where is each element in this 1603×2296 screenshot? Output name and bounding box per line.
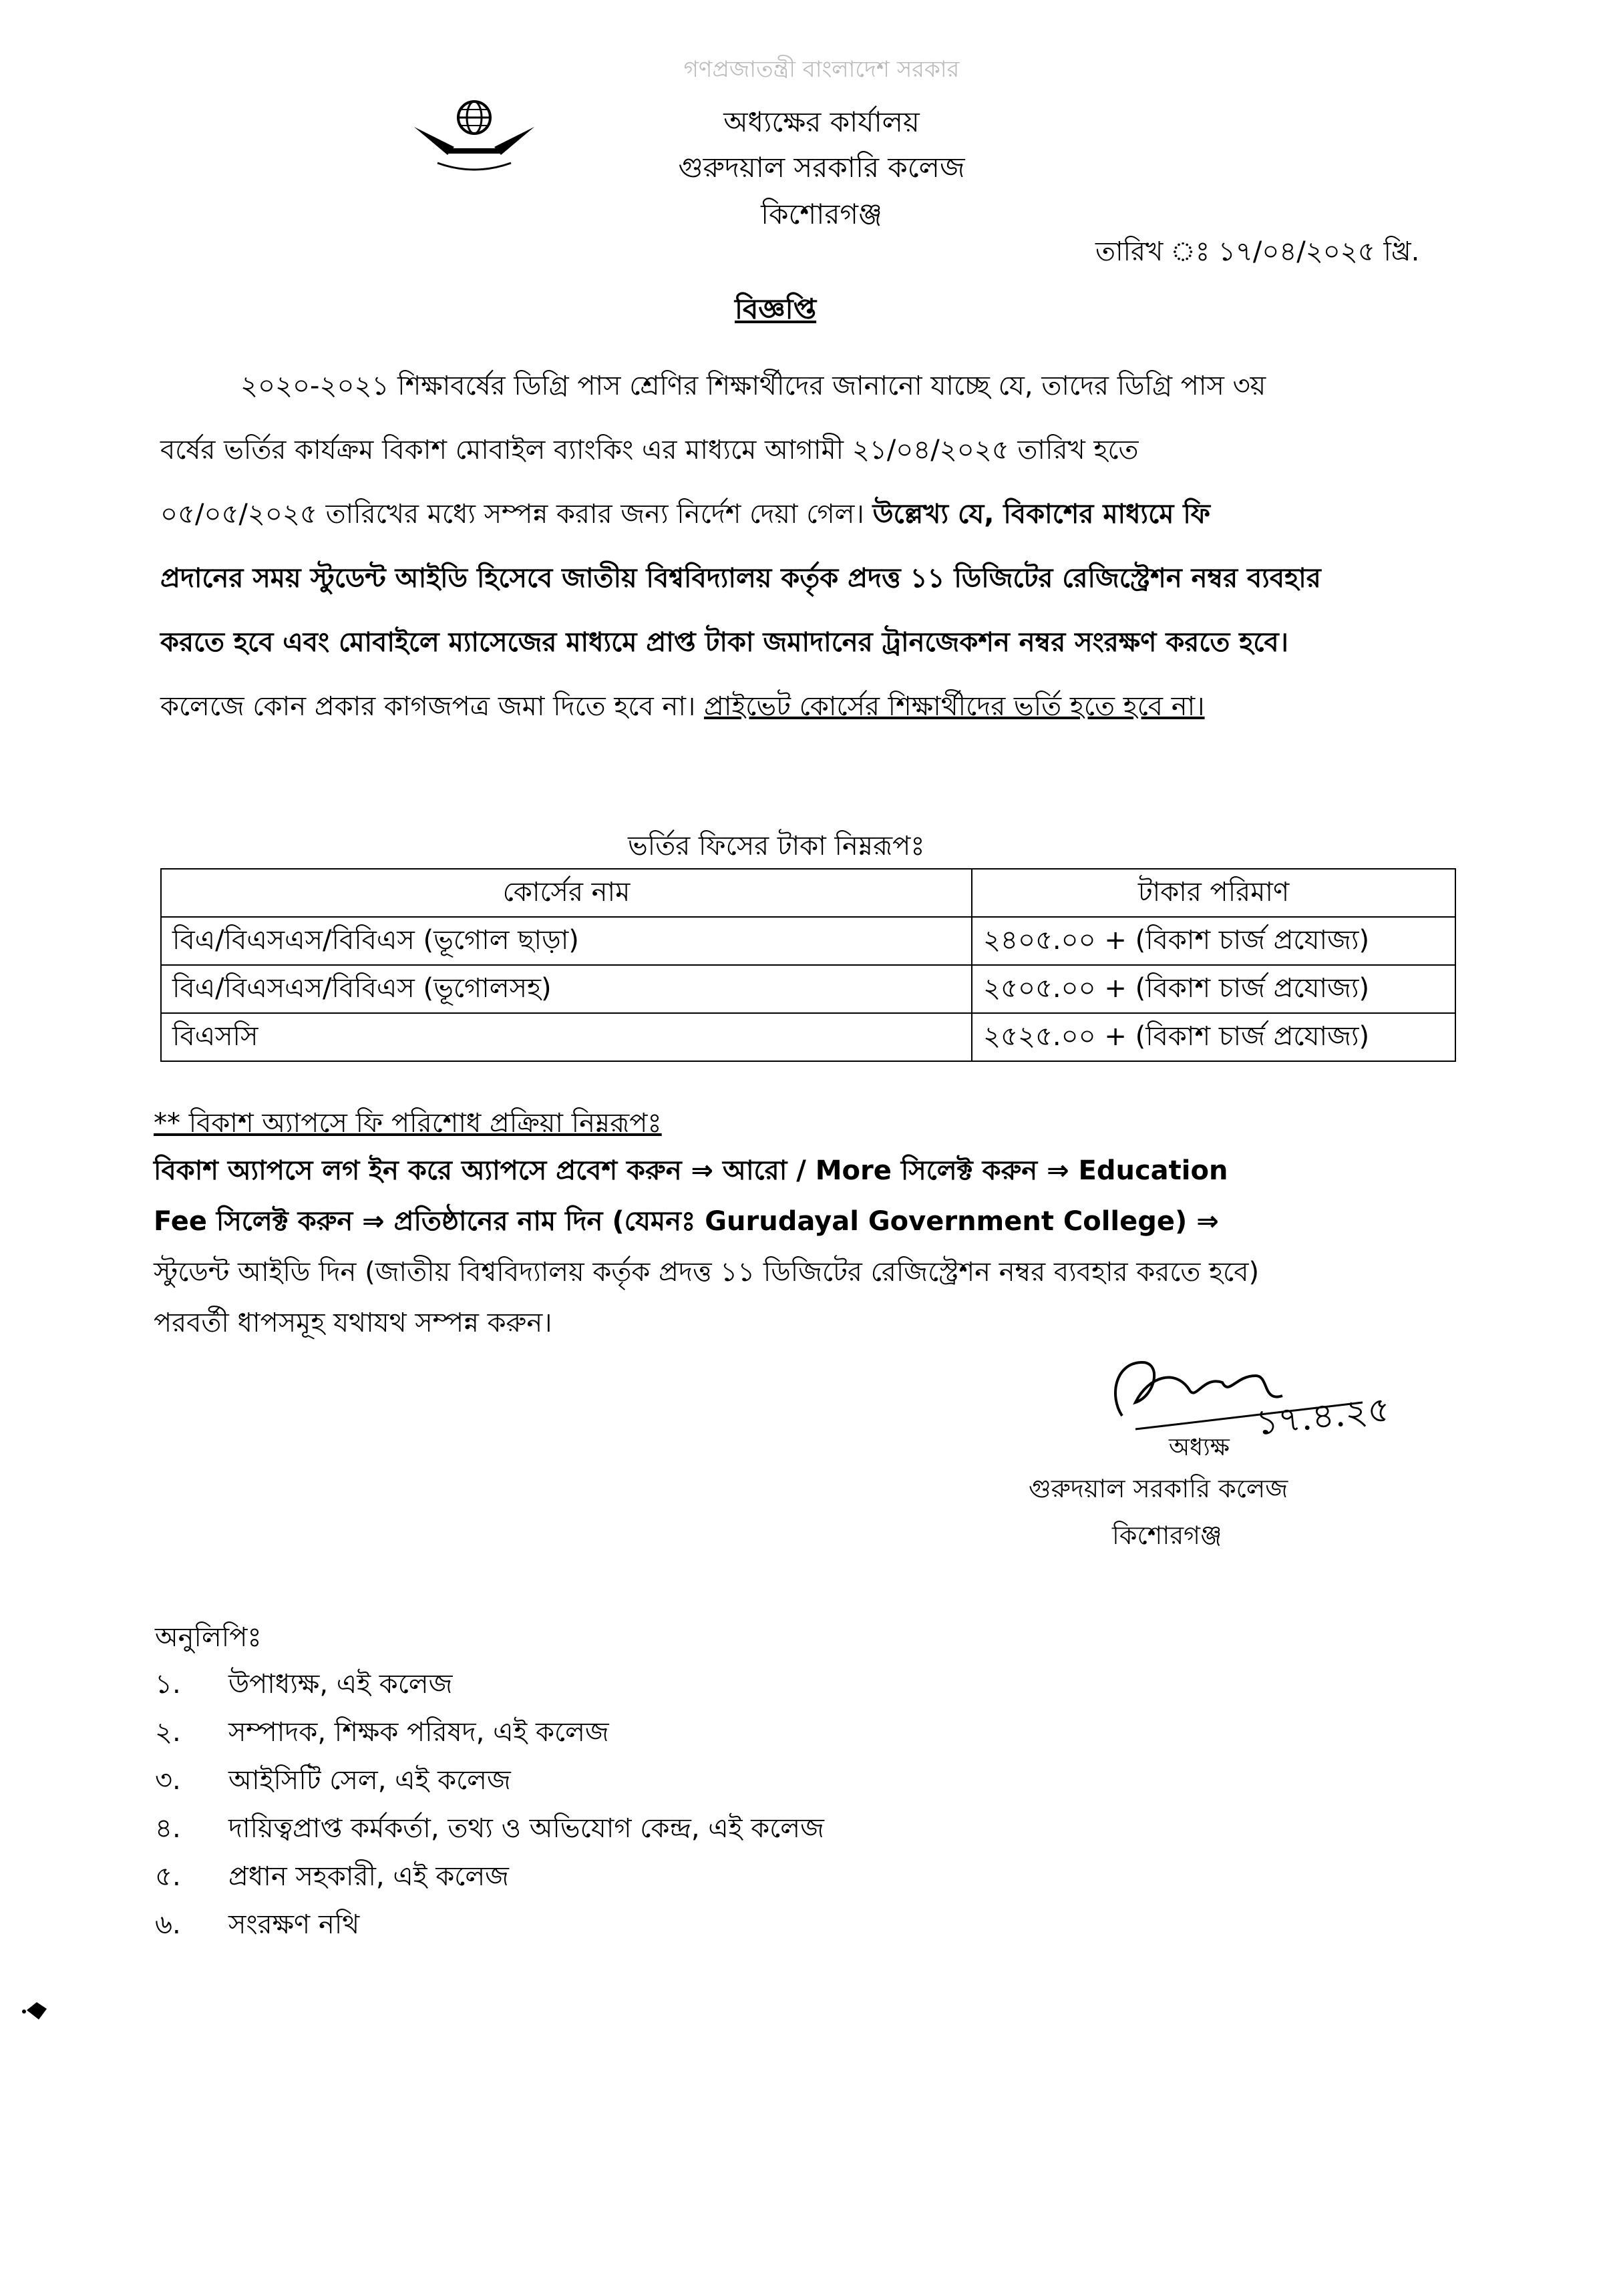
signature-college: গুরুদয়াল সরকারি কলেজ: [1029, 1474, 1288, 1503]
copies-heading: অনুলিপিঃ: [155, 1622, 262, 1653]
list-item: [155, 1807, 1224, 1855]
process-line-4: পরবর্তী ধাপসমূহ যথাযথ সম্পন্ন করুন।: [154, 1308, 552, 1338]
list-item-number: ৫.: [155, 1861, 181, 1892]
body-line-6: [160, 675, 1456, 739]
body-line-6a: কলেজে কোন প্রকার কাগজপত্র জমা দিতে হবে না।: [160, 691, 696, 722]
signature-district: কিশোরগঞ্জ: [1112, 1521, 1222, 1550]
body-line-4: প্রদানের সময় স্টুডেন্ট আইডি হিসেবে জাতীয় বিশ্ববিদ্যালয় কর্তৃক প্রদত্ত ১১ ডিজিটের রেজিস্ট্রেশন নম্বর ব্যবহার: [160, 563, 1321, 594]
list-item-text: উপাধ্যক্ষ, এই কলেজ: [228, 1669, 453, 1700]
list-item-text: সংরক্ষণ নথি: [228, 1909, 360, 1940]
process-line-2: Fee সিলেক্ট করুন ⇒ প্রতিষ্ঠানের নাম দিন (যেমনঃ Gurudayal Government College) ⇒: [154, 1206, 1219, 1237]
amount-cell: ২৫২৫.০০ + (বিকাশ চার্জ প্রযোজ্য): [972, 1013, 1455, 1061]
list-item: [155, 1711, 1224, 1759]
list-item-number: ৬.: [155, 1909, 181, 1940]
list-item-text: দায়িত্বপ্রাপ্ত কর্মকর্তা, তথ্য ও অভিযোগ কেন্দ্র, এই কলেজ: [228, 1813, 824, 1844]
list-item-number: ১.: [155, 1669, 181, 1700]
body-line-2: বর্ষের ভর্তির কার্যক্রম বিকাশ মোবাইল ব্যাংকিং এর মাধ্যমে আগামী ২১/০৪/২০২৫ তারিখ হতে: [160, 435, 1139, 465]
table-row: [161, 965, 1455, 1013]
list-item: [155, 1855, 1224, 1903]
body-line-3b: উল্লেখ্য যে, বিকাশের মাধ্যমে ফি: [872, 499, 1211, 530]
signature-title: অধ্যক্ষ: [1169, 1434, 1230, 1461]
header-course-name: কোর্সের নাম: [161, 869, 972, 917]
list-item-text: সম্পাদক, শিক্ষক পরিষদ, এই কলেজ: [228, 1717, 609, 1748]
date-line: [1095, 230, 1419, 275]
list-item-number: ৪.: [155, 1813, 181, 1844]
course-cell: বিএ/বিএসএস/বিবিএস (ভূগোল ছাড়া): [161, 917, 972, 965]
process-line-1: বিকাশ অ্যাপসে লগ ইন করে অ্যাপসে প্রবেশ করুন ⇒ আরো / More সিলেক্ট করুন ⇒ Education: [154, 1155, 1228, 1186]
course-cell: বিএসসি: [161, 1013, 972, 1061]
process-line-3: স্টুডেন্ট আইডি দিন (জাতীয় বিশ্ববিদ্যালয় কর্তৃক প্রদত্ত ১১ ডিজিটের রেজিস্ট্রেশন নম্বর ব্যবহার করতে হবে): [154, 1257, 1260, 1288]
amount-cell: ২৫০৫.০০ + (বিকাশ চার্জ প্রযোজ্য): [972, 965, 1455, 1013]
date-label: তারিখ ঃ: [1095, 236, 1210, 267]
table-row: [161, 917, 1455, 965]
list-item-number: ৩.: [155, 1765, 181, 1796]
fee-table-caption: ভর্তির ফিসের টাকা নিম্নরূপঃ: [628, 831, 925, 862]
process-steps: [154, 1145, 1463, 1348]
fee-table: [160, 868, 1456, 1062]
list-item: [155, 1759, 1224, 1807]
list-item-text: আইসিটি সেল, এই কলেজ: [228, 1765, 511, 1796]
body-line-1: ২০২০-২০২১ শিক্ষাবর্ষের ডিগ্রি পাস শ্রেণির শিক্ষার্থীদের জানানো যাচ্ছে যে, তাদের ডিগ্রি পাস ৩য়: [240, 371, 1266, 401]
faded-top-line: গণপ্রজাতন্ত্রী বাংলাদেশ সরকার: [683, 56, 960, 83]
college-name: গুরুদয়াল সরকারি কলেজ: [678, 151, 965, 184]
office-name: অধ্যক্ষের কার্যালয়: [723, 106, 920, 138]
body-line-3a: ০৫/০৫/২০২৫ তারিখের মধ্যে সম্পন্ন করার জন্য নির্দেশ দেয়া গেল।: [160, 499, 864, 530]
district-name: কিশোরগঞ্জ: [761, 198, 882, 230]
body-line-3: [160, 482, 1456, 546]
table-row: [161, 1013, 1455, 1061]
course-cell: বিএ/বিএসএস/বিবিএস (ভূগোলসহ): [161, 965, 972, 1013]
copies-list: [155, 1663, 1224, 1951]
list-item-number: ২.: [155, 1717, 181, 1748]
process-heading: ** বিকাশ অ্যাপসে ফি পরিশোধ প্রক্রিয়া নিম্নরূপঃ: [154, 1108, 662, 1139]
handwritten-date: ১৭.৪.২৫: [1254, 1389, 1393, 1444]
header-amount: টাকার পরিমাণ: [972, 869, 1455, 917]
body-line-5: করতে হবে এবং মোবাইলে ম্যাসেজের মাধ্যমে প্রাপ্ত টাকা জমাদানের ট্রানজেকশন নম্বর সংরক্ষণ করতে হবে।: [160, 627, 1288, 658]
date-value: ১৭/০৪/২০২৫ খ্রি.: [1218, 236, 1420, 267]
notice-body: [160, 354, 1456, 739]
amount-cell: ২৪০৫.০০ + (বিকাশ চার্জ প্রযোজ্য): [972, 917, 1455, 965]
fee-table-header-row: [161, 869, 1455, 917]
body-line-6b: প্রাইভেট কোর্সের শিক্ষার্থীদের ভর্তি হতে হবে না।: [703, 691, 1205, 722]
list-item: [155, 1663, 1224, 1711]
list-item-text: প্রধান সহকারী, এই কলেজ: [228, 1861, 509, 1892]
notice-title: বিজ্ঞপ্তি: [735, 293, 817, 325]
scan-speck-icon: [20, 1997, 53, 2024]
list-item: [155, 1903, 1224, 1951]
